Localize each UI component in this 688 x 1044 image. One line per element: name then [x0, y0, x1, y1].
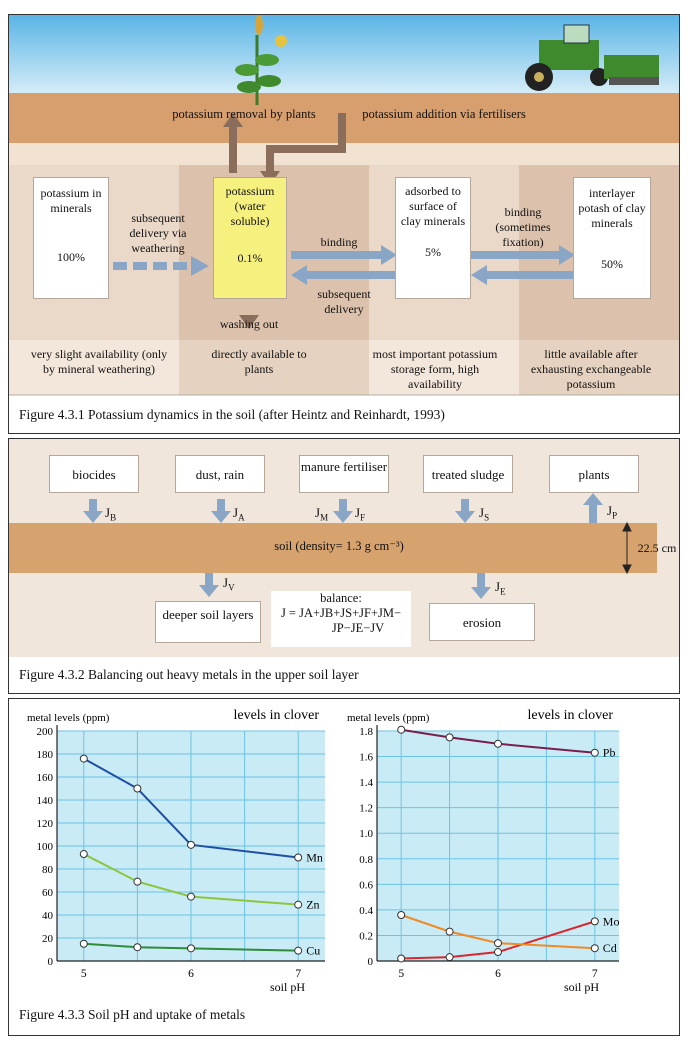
binding-label: binding [320, 235, 358, 249]
figure-caption-3: Figure 4.3.3 Soil pH and uptake of metals [19, 1007, 246, 1022]
data-point-mo [398, 955, 405, 962]
interlayer-label: interlayer potash of clay minerals [578, 186, 646, 230]
x-tick-label: 6 [188, 968, 194, 980]
flux-je: $J_E$ [495, 579, 506, 597]
availability-clay: most important potassium storage form, high availability [372, 347, 498, 391]
erosion-box: erosion [429, 603, 535, 641]
series-label-zn: Zn [306, 897, 320, 912]
x-tick-label: 7 [591, 968, 598, 980]
data-point-pb [591, 749, 598, 756]
water-soluble-percent: 0.1% [237, 251, 263, 265]
data-point-mn [134, 785, 141, 792]
series-label-cu: Cu [306, 943, 321, 958]
potassium-dynamics-figure [8, 14, 680, 434]
chart-title: levels in clover [233, 708, 319, 723]
data-point-mo [446, 954, 453, 961]
y-tick-label: 0.2 [359, 930, 373, 943]
plants-box: plants [549, 455, 639, 493]
data-point-cd [446, 928, 453, 935]
y-tick-label: 60 [42, 887, 53, 899]
y-axis-label: metal levels (ppm) [347, 712, 430, 724]
subsequent-delivery-label: subsequent delivery [317, 287, 371, 316]
data-point-mn [80, 755, 87, 762]
data-point-pb [446, 734, 453, 741]
data-point-cu [134, 944, 141, 951]
soil-layer-label: soil (density= 1.3 g cm⁻³) [274, 539, 404, 553]
data-point-zn [80, 851, 87, 858]
x-tick-label: 5 [80, 968, 87, 980]
series-label-cd: Cd [602, 941, 617, 956]
y-axis-label: metal levels (ppm) [27, 712, 110, 724]
x-tick-label: 5 [398, 968, 405, 980]
y-tick-label: 40 [42, 910, 53, 922]
figure-caption-2: Figure 4.3.2 Balancing out heavy metals in the upper soil layer [19, 667, 359, 682]
balance-equation [271, 591, 411, 647]
y-tick-label: 140 [36, 795, 53, 807]
y-tick-label: 1.6 [359, 751, 373, 764]
figure-caption-1: Figure 4.3.1 Potassium dynamics in the soil (after Heintz and Reinhardt, 1993) [19, 407, 445, 422]
data-point-zn [295, 901, 302, 908]
data-point-mo [591, 918, 598, 925]
balance-title: balance: [320, 591, 362, 605]
washing-out-label: washing out [219, 317, 279, 331]
data-point-cd [495, 940, 502, 947]
flux-jp: $J_P$ [607, 503, 618, 521]
series-label-mn: Mn [306, 850, 323, 865]
y-tick-label: 80 [42, 864, 53, 876]
flux-jf: $J_F$ [355, 505, 366, 523]
y-tick-label: 160 [36, 772, 53, 784]
data-point-pb [495, 740, 502, 747]
interlayer-percent: 50% [601, 257, 623, 271]
soil-ph-uptake-figure [8, 698, 680, 1036]
y-tick-label: 120 [36, 818, 53, 830]
flux-jm: $J_M$ [315, 505, 329, 523]
data-point-zn [188, 893, 195, 900]
clay-surface-label: adsorbed to surface of clay minerals [400, 184, 466, 228]
data-point-mo [495, 949, 502, 956]
flux-ja: $J_A$ [233, 505, 245, 523]
availability-water: directly available to plants [211, 347, 307, 376]
water-soluble-box [213, 177, 287, 299]
weathering-label: subsequent delivery via weathering [129, 211, 187, 255]
y-tick-label: 200 [36, 726, 53, 738]
y-tick-label: 0 [367, 956, 373, 968]
y-tick-label: 0 [47, 956, 53, 968]
minerals-box [33, 177, 109, 299]
balance-line-1: J = JA+JB+JS+JF+JM− [280, 606, 402, 620]
data-point-mn [295, 854, 302, 861]
availability-interlayer: little available after exhausting exchangeable potassium [530, 347, 652, 391]
data-point-cu [188, 945, 195, 952]
binding-fixation-label: binding (sometimes fixation) [495, 205, 551, 249]
data-point-mn [188, 841, 195, 848]
y-tick-label: 20 [42, 933, 53, 945]
deeper-layers-box: deeper soil layers [155, 601, 261, 643]
x-tick-label: 7 [295, 968, 302, 980]
depth-label: 22.5 cm [637, 541, 677, 555]
flux-jb: $J_B$ [105, 505, 117, 523]
interlayer-box [573, 177, 651, 299]
minerals-label: potassium in minerals [40, 186, 102, 215]
data-point-cd [591, 945, 598, 952]
clay-surface-percent: 5% [425, 245, 441, 259]
sludge-box: treated sludge [423, 455, 513, 493]
x-axis-label: soil pH [269, 980, 305, 994]
x-tick-label: 6 [495, 968, 501, 980]
minerals-percent: 100% [57, 250, 85, 264]
y-tick-label: 0.4 [359, 904, 373, 917]
y-tick-label: 1.2 [359, 802, 373, 815]
water-soluble-label: potassium (water soluble) [225, 184, 275, 228]
data-point-cu [295, 947, 302, 954]
y-tick-label: 1.8 [359, 726, 373, 738]
data-point-pb [398, 726, 405, 733]
chart-title: levels in clover [527, 708, 613, 723]
y-tick-label: 1.0 [359, 828, 373, 841]
data-point-zn [134, 878, 141, 885]
heavy-metals-balance-figure [8, 438, 680, 694]
addition-label: potassium addition via fertilisers [362, 107, 526, 121]
removal-label: potassium removal by plants [172, 107, 316, 121]
flux-jv: $J_V$ [223, 575, 235, 593]
availability-minerals: very slight availability (only by mineral weathering) [30, 347, 168, 376]
series-label-pb: Pb [602, 745, 616, 760]
y-tick-label: 0.6 [359, 879, 373, 892]
y-tick-label: 1.4 [359, 777, 373, 790]
y-tick-label: 180 [36, 749, 53, 761]
series-label-mo: Mo [602, 914, 620, 929]
balance-line-2: JP−JE−JV [331, 621, 385, 635]
data-point-cu [80, 940, 87, 947]
y-tick-label: 0.8 [359, 853, 373, 866]
y-tick-label: 100 [36, 841, 53, 853]
manure-box: manure fertiliser [299, 455, 389, 493]
clay-surface-box [395, 177, 471, 299]
clover-charts [9, 699, 680, 999]
flux-js: $J_S$ [479, 505, 490, 523]
dust-rain-box: dust, rain [175, 455, 265, 493]
data-point-cd [398, 912, 405, 919]
biocides-box: biocides [49, 455, 139, 493]
x-axis-label: soil pH [563, 980, 599, 994]
